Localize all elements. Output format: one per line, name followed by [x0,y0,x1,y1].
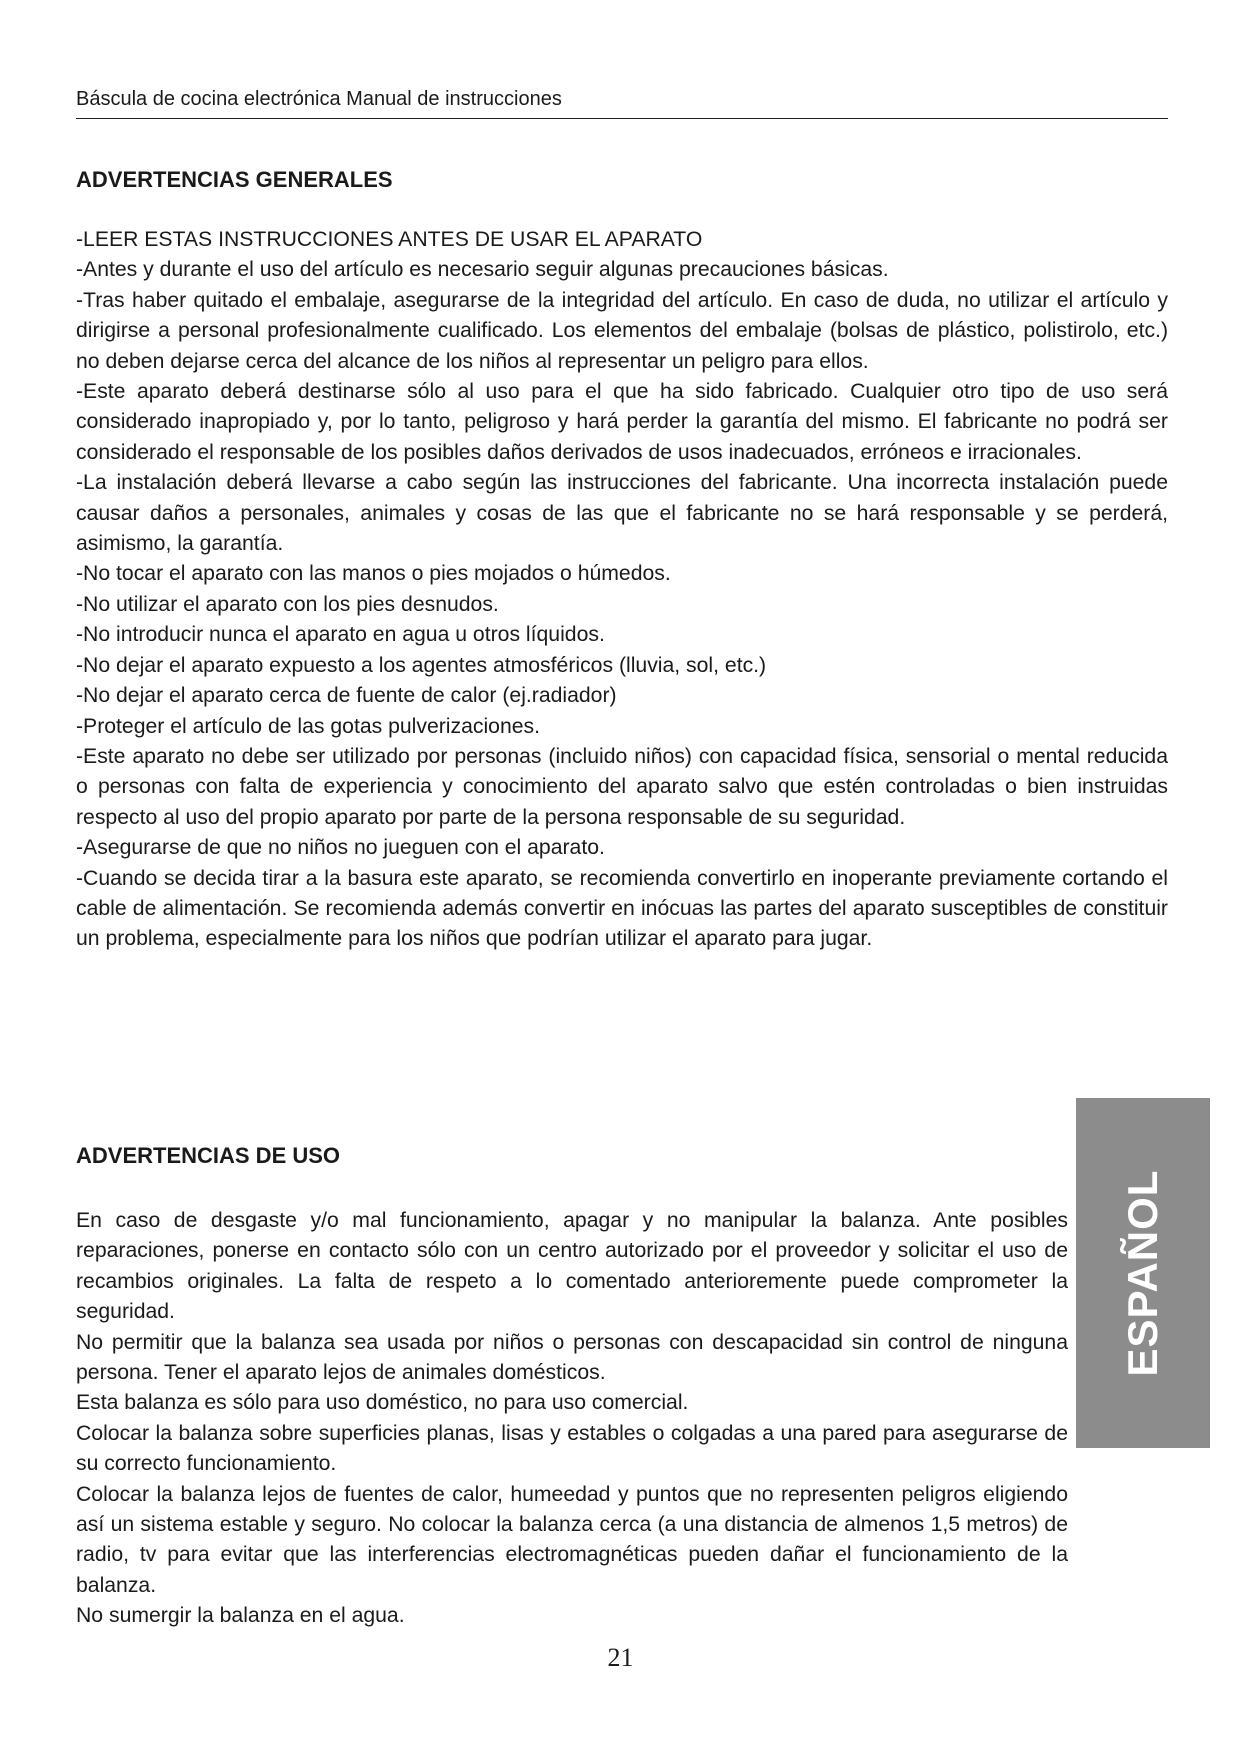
paragraph: -Proteger el artículo de las gotas pulverizaciones. [76,714,541,738]
paragraph: -Tras haber quitado el embalaje, asegurarse de la integridad del artículo. En caso de duda, no utilizar el artículo y dirigirse a personal profesionalmente cualificado. Los elementos del embalaje (bolsas de plástico, polistirolo, etc.) no deben dejarse cerca del alcance de los niños al representar un peligro para ellos. [76,288,1168,373]
paragraph: -No dejar el aparato cerca de fuente de calor (ej.radiador) [76,684,617,708]
paragraph: -Este aparato deberá destinarse sólo al uso para el que ha sido fabricado. Cualquier otro tipo de uso será considerado inapropiado y, por lo tanto, peligroso y hará perder la garantía del mismo. El fabricante no podrá ser considerado el responsable de los posibles daños derivados de usos inadecuados, erróneos e irracionales. [76,380,1168,464]
section-title-usage-warnings: ADVERTENCIAS DE USO [76,1143,341,1168]
paragraph: -No introducir nunca el aparato en agua u otros líquidos. [76,623,605,647]
paragraph: -Antes y durante el uso del artículo es necesario seguir algunas precauciones básicas. [76,258,889,282]
paragraph: Esta balanza es sólo para uso doméstico, no para uso comercial. [76,1391,689,1415]
paragraph: No permitir que la balanza sea usada por niños o personas con descapacidad sin control de ninguna persona. Tener el aparato lejos de animales domésticos. [76,1330,1068,1385]
paragraph: -No tocar el aparato con las manos o pies mojados o húmedos. [76,562,671,586]
section-title-general-warnings: ADVERTENCIAS GENERALES [76,167,393,192]
page-header: Báscula de cocina electrónica Manual de instrucciones [76,86,1168,119]
paragraph: Colocar la balanza lejos de fuentes de calor, humeedad y puntos que no representen peligros eligiendo así un sistema estable y seguro. No colocar la balanza cerca (a una distancia de almenos 1,5 metros) de radio, tv para evitar que las interferencias electromagnéticas pueden dañar el funcionamiento de la balanza. [76,1482,1068,1597]
paragraph: -Cuando se decida tirar a la basura este aparato, se recomienda convertirlo en inoperante previamente cortando el cable de alimentación. Se recomienda además convertir en inócuas las partes del aparato susceptibles de constituir un problema, especialmente para los niños que podrían utilizar el aparato para jugar. [76,866,1168,951]
paragraph: No sumergir la balanza en el agua. [76,1604,405,1628]
paragraph: -No utilizar el aparato con los pies desnudos. [76,592,499,616]
language-tab-label: ESPAÑOL [1119,1169,1166,1377]
paragraph: Colocar la balanza sobre superficies planas, lisas y estables o colgadas a una pared para asegurarse de su correcto funcionamiento. [76,1421,1068,1476]
usage-warnings-body [76,1206,1068,1632]
paragraph: -Este aparato no debe ser utilizado por personas (incluido niños) con capacidad física, sensorial o mental reducida o personas con falta de experiencia y conocimiento del aparato salvo que estén controladas o bien instruidas respecto al uso del propio aparato por parte de la persona responsable de su seguridad. [76,744,1168,829]
language-side-tab [1076,1098,1210,1448]
paragraph: -LEER ESTAS INSTRUCCIONES ANTES DE USAR EL APARATO [76,228,703,251]
general-warnings-body [76,225,1168,955]
paragraph: En caso de desgaste y/o mal funcionamiento, apagar y no manipular la balanza. Ante posibles reparaciones, ponerse en contacto sólo con un centro autorizado por el proveedor y solicitar el uso de recambios originales. La falta de respeto a lo comentado anterioremente puede comprometer la seguridad. [76,1209,1068,1324]
paragraph: -La instalación deberá llevarse a cabo según las instrucciones del fabricante. Una incorrecta instalación puede causar daños a personales, animales y cosas de las que el fabricante no se hará responsable y se perderá, asimismo, la garantía. [76,471,1168,556]
paragraph: -Asegurarse de que no niños no jueguen con el aparato. [76,836,605,860]
paragraph: -No dejar el aparato expuesto a los agentes atmosféricos (lluvia, sol, etc.) [76,653,767,677]
page-number: 21 [607,1643,634,1672]
